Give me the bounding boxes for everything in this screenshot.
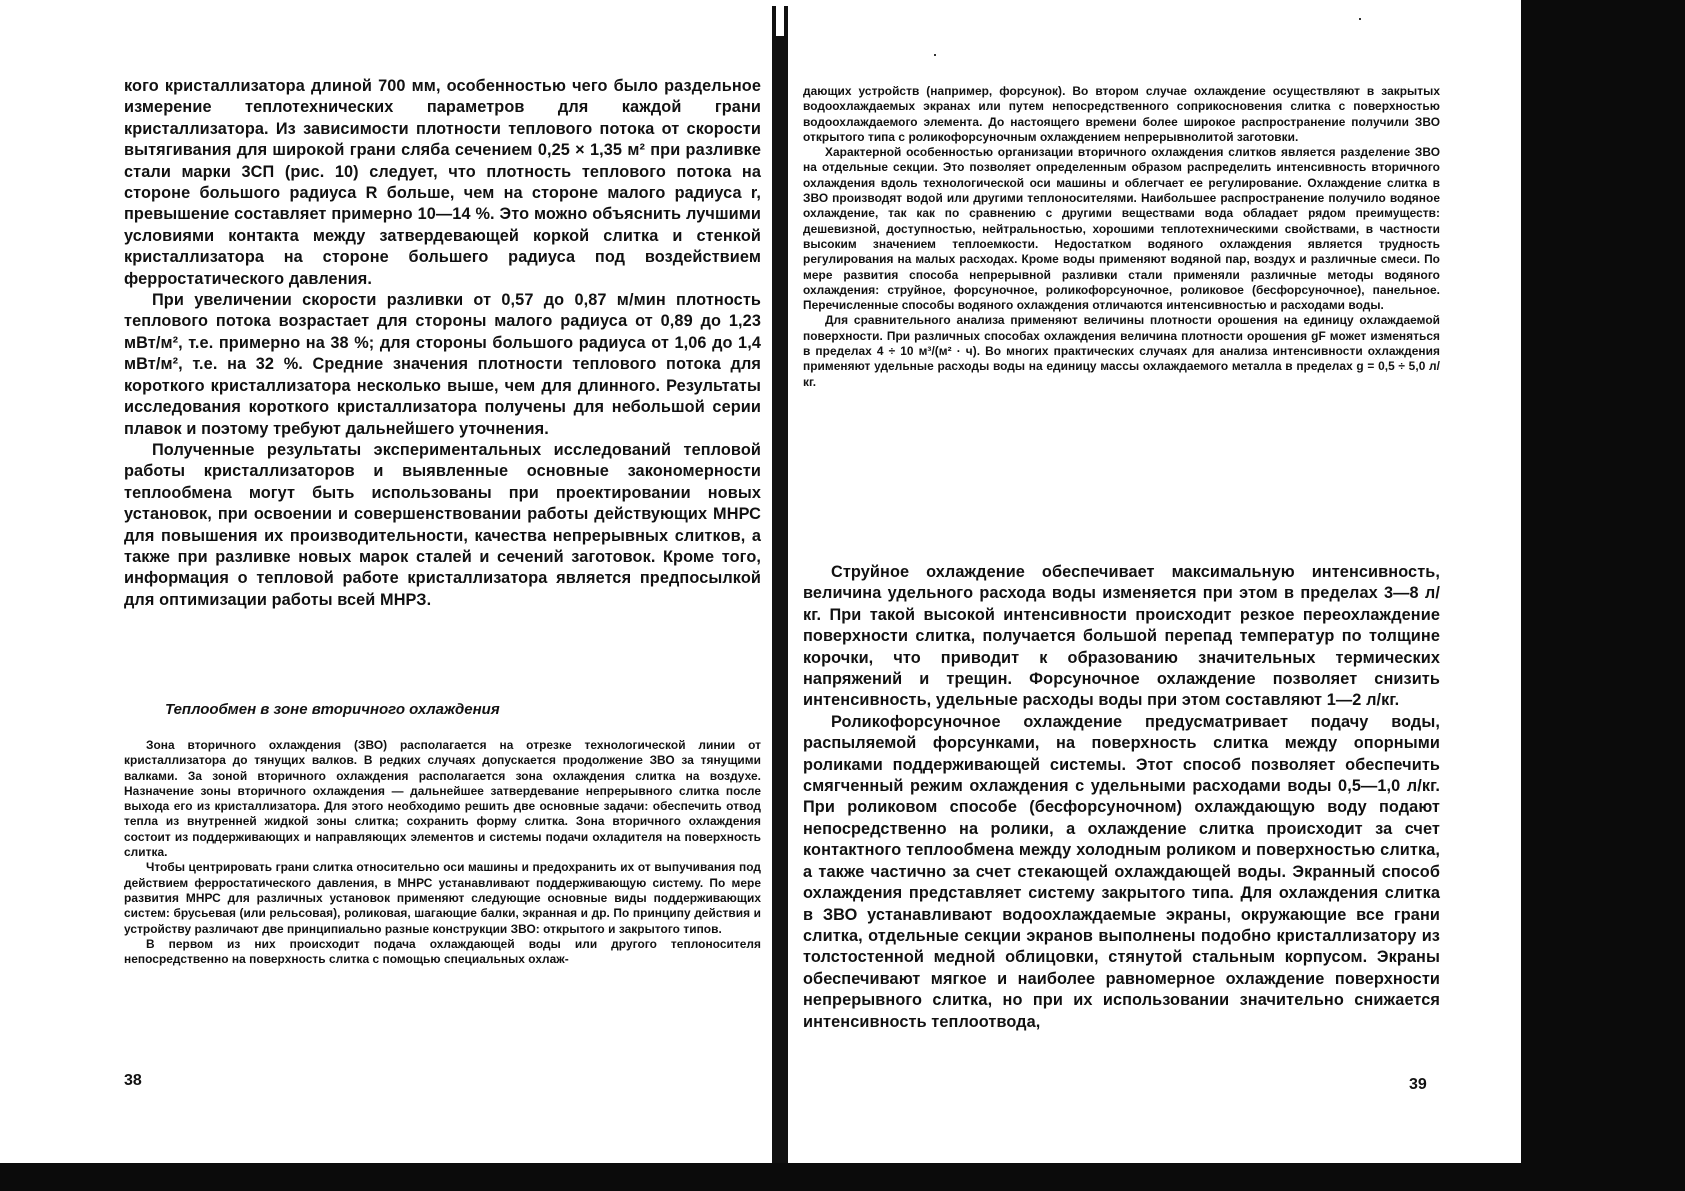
right-main-text — [803, 562, 1440, 1033]
gutter-notch — [776, 6, 784, 36]
paragraph: Роликофорсуночное охлаждение предусматривает подачу воды, распыляемой форсунками, на поверхность слитка между опорными роликами поддерживающей системы. Этот способ позволяет обеспечить смягченный режим охлаждения с удельными расходами воды 0,5—1,0 л/кг. При роликовом способе (бесфорсуночном) охлаждающую воду подают непосредственно на ролики, а охлаждение слитка происходит за счет контактного теплообмена между холодным роликом и поверхностью слитка, а также частично за счет стекающей охлаждающей воды. Экранный способ охлаждения представляет систему закрытого типа. Для охлаждения слитка в ЗВО устанавливают водоохлаждаемые экраны, окружающие все грани слитка, отдельные секции экранов выполнены подобно кристаллизатору из толстостенной медной облицовки, стянутой стальным корпусом. Экраны обеспечивают мягкое и наиболее равномерное охлаждение поверхности непрерывного слитка, но при их использовании значительно снижается интенсивность теплоотвода, — [803, 712, 1440, 1031]
left-small-text — [124, 738, 761, 967]
left-main-text — [124, 76, 761, 611]
paragraph: дающих устройств (например, форсунок). Во втором случае охлаждение осуществляют в закрытых водоохлаждаемых экранах или путем непосредственного соприкосновения слитка с поверхностью водоохлаждаемого элемента. До настоящего времени более широкое распространение получили ЗВО открытого типа с роликофорсуночным охлаждением непрерывнолитой заготовки. — [803, 84, 1440, 144]
page-number: 38 — [124, 1072, 142, 1089]
page-number: 39 — [1409, 1076, 1427, 1093]
paragraph: В первом из них происходит подача охлаждающей воды или другого теплоносителя непосредственно на поверхность слитка с помощью специальных охлаж- — [124, 936, 761, 967]
paragraph: Полученные результаты экспериментальных исследований тепловой работы кристаллизаторов и выявленные основные закономерности теплообмена могут быть использованы при проектировании новых установок, при освоении и совершенствовании работы действующих МНРС для повышения их производительности, качества непрерывных слитков, а также при разливке новых марок сталей и сечений заготовок. Кроме того, информация о тепловой работе кристаллизатора является предпосылкой для оптимизации работы всей МНРЗ. — [124, 440, 761, 609]
paragraph: Струйное охлаждение обеспечивает максимальную интенсивность, величина удельного расхода воды изменяется при этом в пределах 3—8 л/кг. При такой высокой интенсивности происходит резкое переохлаждение поверхности слитка, получается большой перепад температур по толщине корочки, что приводит к образованию значительных термических напряжений и трещин. Форсуночное охлаждение позволяет снизить интенсивность, удельные расходы воды при этом составляют 1—2 л/кг. — [803, 563, 1440, 710]
paragraph: При увеличении скорости разливки от 0,57 до 0,87 м/мин плотность теплового потока возрастает для стороны малого радиуса от 0,89 до 1,23 мВт/м², т.е. примерно на 38 %; для стороны большого радиуса от 1,06 до 1,4 мВт/м², т.е. на 32 %. Средние значения плотности теплового потока для короткого кристаллизатора несколько выше, чем для длинного. Результаты исследования короткого кристаллизатора получены для небольшой серии плавок и поэтому требуют дальнейшего уточнения. — [124, 291, 761, 438]
paragraph: Для сравнительного анализа применяют величины плотности орошения на единицу охлаждаемой поверхности. При различных способах охлаждения величина плотности орошения gF может изменяться в пределах 4 ÷ 10 м³/(м² · ч). Во многих практических случаях для анализа интенсивности охлаждения применяют удельные расходы воды на единицу массы охлаждаемого металла в пределах g = 0,5 ÷ 5,0 л/кг. — [803, 313, 1440, 389]
scan-border-bottom — [0, 1163, 1685, 1191]
scan-speck — [934, 54, 936, 56]
paragraph: Зона вторичного охлаждения (ЗВО) располагается на отрезке технологической линии от кристаллизатора до тянущих валков. В редких случаях допускается продолжение ЗВО за тянущими валками. За зоной вторичного охлаждения располагается зона охлаждения слитка на воздухе. Назначение зоны вторичного охлаждения — дальнейшее затвердевание непрерывного слитка после выхода его из кристаллизатора. Для этого необходимо решить две основные задачи: обеспечить отвод тепла из внутренней жидкой зоны слитка; сохранить форму слитка. Зона вторичного охлаждения состоит из поддерживающих и направляющих элементов и системы подачи охладителя на поверхность слитка. — [124, 738, 761, 860]
section-heading: Теплообмен в зоне вторичного охлаждения — [165, 701, 500, 718]
paragraph: Чтобы центрировать грани слитка относительно оси машины и предохранить их от выпучивания под действием ферростатического давления, в МНРС устанавливают поддерживающую систему. По мере развития МНРС для различных установок применяют следующие основные виды поддерживающих систем: брусьевая (или рельсовая), роликовая, шагающие балки, экранная и др. По принципу действия и устройству различают две принципиально разные конструкции ЗВО: открытого и закрытого типов. — [124, 860, 761, 936]
right-page — [788, 0, 1521, 1163]
paragraph: Характерной особенностью организации вторичного охлаждения слитков является разделение ЗВО на отдельные секции. Это позволяет определенным образом распределить интенсивность вторичного охлаждения вдоль технологической оси машины и облегчает ее регулирование. Охлаждение слитка в ЗВО производят водой или другими теплоносителями. Наибольшее распространение получило водяное охлаждение, так как по сравнению с другими веществами вода обладает рядом преимуществ: дешевизной, доступностью, нейтральностью, хорошими теплотехническими свойствами, в частности высоким значением теплоемкости. Недостатком водяного охлаждения является трудность регулирования на малых расходах. Кроме воды применяют водяной пар, воздух и различные смеси. По мере развития способа непрерывной разливки стали применяли различные методы водяного охлаждения: струйное, форсуночное, роликофорсуночное, роликовое (бесфорсуночное), панельное. Перечисленные способы водяного охлаждения отличаются интенсивностью и расходами воды. — [803, 145, 1440, 313]
left-page — [0, 0, 772, 1163]
right-small-text — [803, 84, 1440, 390]
scan-border-right — [1521, 0, 1685, 1191]
paragraph: кого кристаллизатора длиной 700 мм, особенностью чего было раздельное измерение теплотехнических параметров для каждой грани кристаллизатора. Из зависимости плотности теплового потока от скорости вытягивания для широкой грани сляба сечением 0,25 × 1,35 м² при разливке стали марки 3СП (рис. 10) следует, что плотность теплового потока на стороне большого радиуса R больше, чем на стороне малого радиуса r, превышение составляет примерно 10—14 %. Это можно объяснить лучшими условиями контакта между затвердевающей коркой слитка и стенкой кристаллизатора на стороне большего радиуса под воздействием ферростатического давления. — [124, 77, 761, 288]
book-gutter — [772, 6, 788, 1163]
scan-speck — [1359, 18, 1361, 20]
